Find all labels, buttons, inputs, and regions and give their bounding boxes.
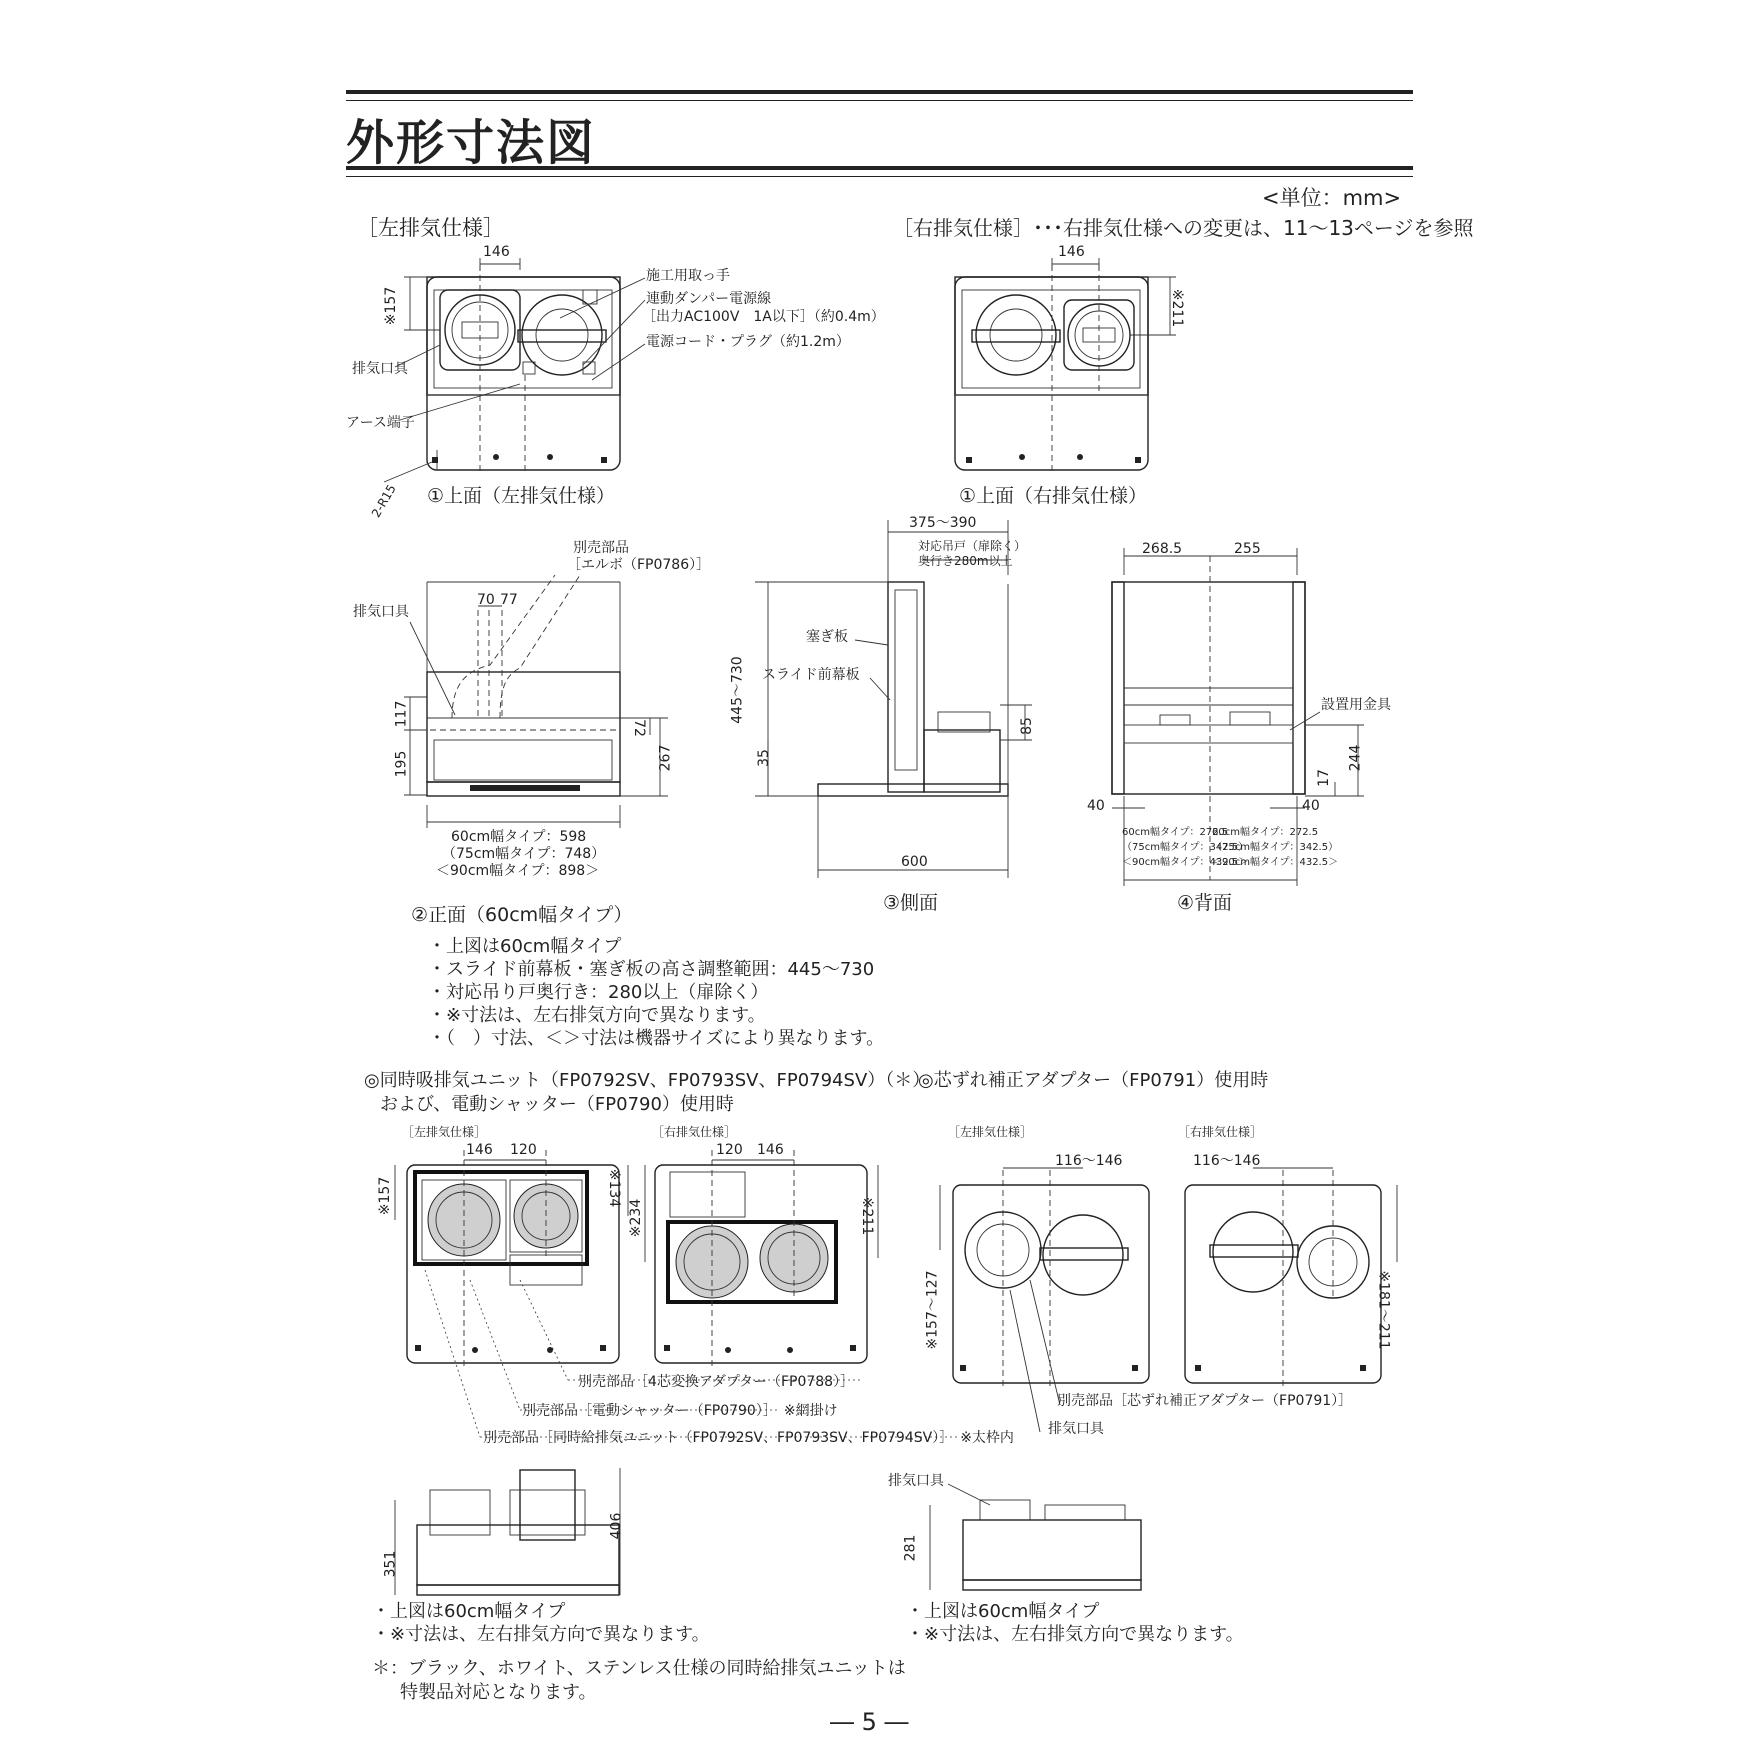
adapter-part-label: 別売部品［芯ずれ補正アダプター（FP0791）］: [1057, 1393, 1353, 1409]
unit-heading-1: ◎同時吸排気ユニット（FP0792SV、FP0793SV、FP0794SV）（＊）: [364, 1070, 931, 1091]
title-rule-bottom: [346, 166, 1413, 177]
part-4pin-adapter: 別売部品［4芯変換アダプター（FP0788）］: [578, 1374, 855, 1390]
unit-notes: [372, 1600, 710, 1646]
adapter-front: [930, 1484, 1141, 1590]
back-type-left: 60cm幅タイプ：272.5 （75cm幅タイプ：342.5） ＜90cm幅タイプ：432.5＞: [1122, 827, 1249, 868]
unit-dim-146-l: 146: [466, 1142, 493, 1158]
top-view-left: [384, 258, 645, 482]
star-note-2: 特製品対応となります。: [400, 1682, 597, 1703]
front-part-label: 別売部品: [573, 540, 629, 556]
caption-top-left: ①上面（左排気仕様）: [427, 485, 616, 507]
width-60cm: 60cm幅タイプ：598: [451, 829, 587, 845]
unit-dim-120-l: 120: [510, 1142, 537, 1158]
note-item: ・※寸法は、左右排気方向で異なります。: [906, 1624, 1244, 1645]
unit-views: [395, 1150, 960, 1437]
back-type-right: 60cm幅タイプ：272.5 （75cm幅タイプ：342.5） ＜90cm幅タイプ：432.5＞: [1212, 827, 1339, 868]
dim-40-right: 40: [1302, 798, 1320, 814]
caption-top-right: ①上面（右排気仕様）: [959, 485, 1148, 507]
adapter-dim-181-211: ※181～211: [1375, 1270, 1392, 1350]
label-earth-terminal: アース端子: [346, 415, 415, 431]
dim-17: 17: [1315, 769, 1332, 787]
front-view: [404, 575, 668, 828]
label-2-r15: 2-R15: [368, 482, 399, 520]
width-75cm: （75cm幅タイプ：748）: [442, 846, 606, 862]
dim-445-730: 445～730: [729, 656, 746, 724]
unit-label: <単位：mm>: [1262, 186, 1402, 210]
label-handle: 施工用取っ手: [646, 268, 730, 284]
label-power-cord: 電源コード・プラグ（約1.2m）: [646, 334, 850, 350]
note-item: ・上図は60cm幅タイプ: [906, 1601, 1100, 1622]
page-number: ― 5 ―: [830, 1708, 909, 1736]
note-item: ・※寸法は、左右排気方向で異なります。: [372, 1624, 710, 1645]
unit-dim-234: ※234: [628, 1198, 645, 1238]
unit-dim-351: 351: [382, 1550, 399, 1578]
star-note-1: ＊：ブラック、ホワイト、ステンレス仕様の同時給排気ユニットは: [372, 1658, 906, 1679]
label-exhaust-fitting: 排気口具: [352, 361, 408, 377]
unit-dim-211: ※211: [859, 1196, 876, 1236]
left-exhaust-heading: ［左排気仕様］: [357, 216, 504, 240]
hang-depth-label: 奥行き280m以上: [918, 554, 1013, 568]
plug-plate-label: 塞ぎ板: [806, 629, 848, 645]
dim-70: 70: [477, 592, 495, 608]
part-electric-shutter: 別売部品［電動シャッター（FP0790）］ ※網掛け: [522, 1403, 838, 1419]
dim-267: 267: [657, 744, 674, 772]
hang-cabinet-label: 対応吊戸（扉除く）: [918, 539, 1027, 553]
note-item: ・上図は60cm幅タイプ: [428, 936, 622, 957]
dim-146-left: 146: [483, 244, 510, 260]
adapter-dim-157-127: ※157～127: [924, 1270, 941, 1350]
caption-side: ③側面: [883, 892, 939, 914]
adapter-front-exhaust-label: 排気口具: [888, 1473, 944, 1489]
unit-right-tag: ［右排気仕様］: [652, 1125, 737, 1139]
width-90cm: ＜90cm幅タイプ：898＞: [436, 863, 600, 879]
slide-panel-label: スライド前幕板: [762, 667, 860, 683]
notes-main: [428, 935, 884, 1050]
dim-600: 600: [901, 854, 928, 870]
unit-dim-146-r: 146: [757, 1142, 784, 1158]
unit-front: [395, 1468, 620, 1595]
adapter-left-tag: ［左排気仕様］: [948, 1125, 1033, 1139]
note-item: ・対応吊り戸奥行き：280以上（扉除く）: [428, 982, 769, 1003]
dim-35: 35: [755, 749, 772, 767]
dim-375-390: 375～390: [909, 515, 977, 531]
dim-117: 117: [393, 700, 410, 728]
label-damper-wire: 連動ダンパー電源線: [646, 291, 772, 307]
adapter-dim-116-l: 116～146: [1055, 1153, 1123, 1169]
adapter-exhaust-label: 排気口具: [1048, 1421, 1104, 1437]
adapter-right-tag: ［右排気仕様］: [1178, 1125, 1263, 1139]
front-elbow-label: ［エルボ（FP0786）］: [567, 557, 711, 573]
caption-front: ②正面（60cm幅タイプ）: [411, 904, 633, 926]
note-item: ・※寸法は、左右排気方向で異なります。: [428, 1005, 766, 1026]
caption-back: ④背面: [1177, 892, 1233, 914]
dim-244: 244: [1347, 744, 1364, 772]
unit-left-tag: ［左排気仕様］: [402, 1125, 487, 1139]
adapter-dim-116-r: 116～146: [1193, 1153, 1261, 1169]
dim-72: 72: [630, 719, 647, 737]
unit-dim-120-r: 120: [716, 1142, 743, 1158]
dim-211-right: ※211: [1169, 288, 1186, 328]
unit-dim-157: ※157: [377, 1176, 394, 1216]
dim-146-right: 146: [1058, 244, 1085, 260]
page-title: 外形寸法図: [346, 115, 597, 171]
label-damper-output: ［出力AC100V 1A以下］（約0.4m）: [642, 309, 885, 325]
dim-77: 77: [500, 592, 518, 608]
dim-255: 255: [1234, 541, 1261, 557]
adapter-dim-281: 281: [902, 1534, 919, 1562]
side-view: [755, 520, 1032, 878]
unit-dim-406: 406: [608, 1512, 625, 1540]
dim-195: 195: [393, 750, 410, 778]
front-exhaust-label: 排気口具: [353, 604, 409, 620]
dim-157-left: ※157: [383, 286, 400, 326]
note-item: ・スライド前幕板・塞ぎ板の高さ調整範囲：445～730: [428, 959, 875, 980]
note-item: ・上図は60cm幅タイプ: [372, 1601, 566, 1622]
adapter-heading: ◎芯ずれ補正アダプター（FP0791）使用時: [918, 1070, 1269, 1091]
top-view-right: [955, 258, 1176, 475]
part-unit: 別売部品［同時給排気ユニット（FP0792SV、FP0793SV、FP0794SV）］ ※太枠内: [483, 1430, 1014, 1446]
dim-40-left: 40: [1087, 798, 1105, 814]
fitting-label: 設置用金具: [1321, 697, 1391, 713]
note-item: ・（ ）寸法、＜＞寸法は機器サイズにより異なります。: [428, 1028, 885, 1049]
title-rule-top: [346, 90, 1413, 101]
unit-heading-2: および、電動シャッター（FP0790）使用時: [380, 1094, 734, 1115]
dim-85: 85: [1018, 717, 1035, 735]
unit-dim-134: ※134: [606, 1168, 623, 1208]
dim-268-5: 268.5: [1142, 541, 1183, 557]
adapter-notes: [906, 1600, 1244, 1646]
right-exhaust-heading: ［右排気仕様］･･･右排気仕様への変更は、11～13ページを参照: [893, 216, 1474, 240]
